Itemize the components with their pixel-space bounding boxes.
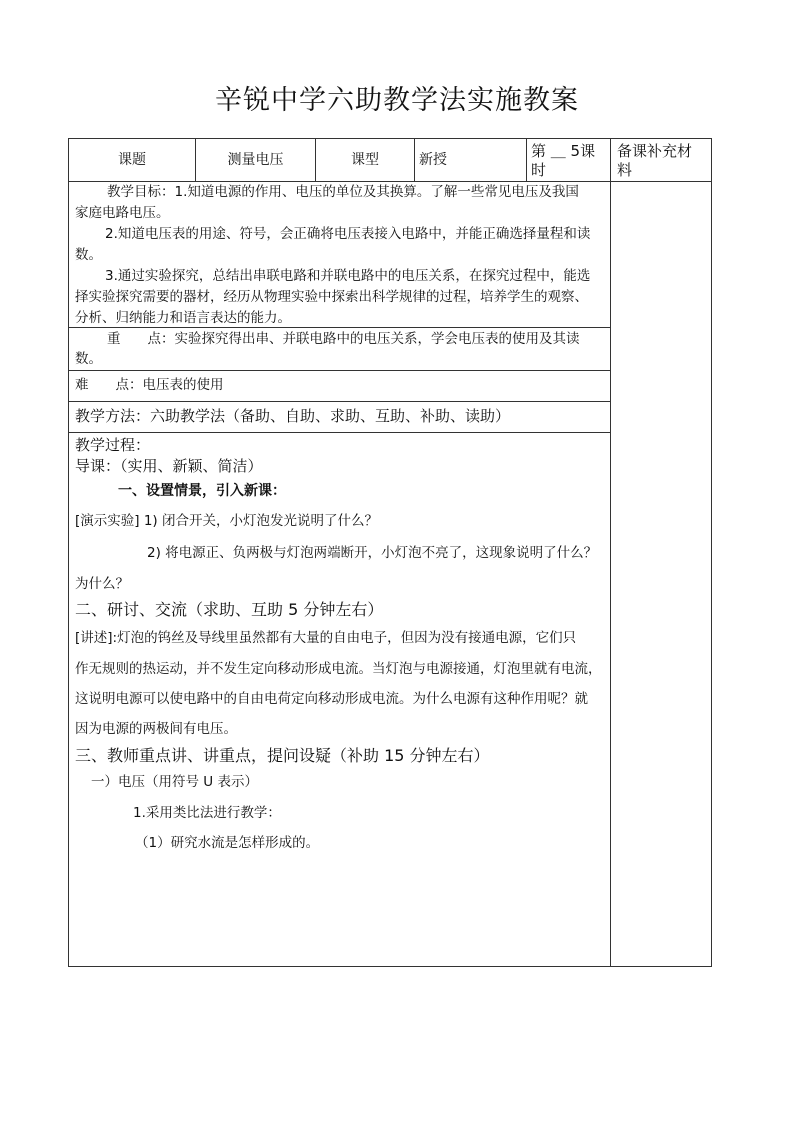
keypoints-divider	[69, 370, 610, 371]
objectives-line: 择实验探究需要的器材，经历从物理实验中探索出科学规律的过程，培养学生的观察、	[75, 289, 588, 305]
demo-text: 2) 将电源正、负两极与灯泡两端断开，小灯泡不亮了，这现象说明了什么？	[147, 545, 598, 561]
difficulty-divider	[69, 401, 610, 402]
section-heading: 二、研讨、交流（求助、互助 5 分钟左右）	[75, 600, 384, 619]
page-title: 辛锐中学六助教学法实施教案	[215, 85, 579, 116]
subsection-text: （1）研究水流是怎样形成的。	[135, 835, 320, 851]
method-divider	[69, 432, 610, 433]
topic-value: 测量电压	[227, 152, 284, 168]
objectives-line: 3.通过实验探究，总结出串联电路和并联电路中的电压关系，在探究过程中，能选	[105, 268, 591, 284]
header-divider-3	[414, 139, 415, 181]
lecture-text: 作无规则的热运动，并不发生定向移动形成电流。当灯泡与电源接通，灯泡里就有电流，	[75, 661, 602, 677]
process-intro: 导课：（实用、新颖、简洁）	[75, 457, 263, 475]
type-label: 课型	[351, 152, 379, 168]
key-points-line: 数。	[75, 351, 102, 367]
objectives-line: 教学目标：1.知道电源的作用、电压的单位及其换算。了解一些常见电压及我国	[107, 184, 579, 200]
objectives-line: 数。	[75, 247, 102, 263]
demo-text: [演示实验] 1) 闭合开关，小灯泡发光说明了什么？	[75, 513, 378, 529]
demo-text: 为什么？	[75, 576, 129, 592]
objectives-line: 分析、归纳能力和语言表达的能力。	[75, 310, 291, 326]
subsection-heading: 一）电压（用符号 U 表示）	[91, 774, 258, 790]
supplement-column-divider	[610, 139, 611, 966]
teaching-method-text: 教学方法：六助教学法（备助、自助、求助、互助、补助、读助）	[75, 407, 511, 425]
section-heading: 一、设置情景，引入新课：	[118, 483, 286, 499]
section-heading: 三、教师重点讲、讲重点，提问设疑（补助 15 分钟左右）	[75, 746, 490, 765]
objectives-line: 家庭电路电压。	[75, 205, 170, 221]
lesson-number-line1: 第 ＿ 5课	[531, 142, 596, 160]
process-heading: 教学过程：	[75, 436, 151, 454]
supplement-label-line1: 备课补充材	[617, 142, 693, 160]
lesson-plan-table	[68, 138, 712, 967]
lecture-text: 因为电源的两极间有电压。	[75, 721, 237, 737]
difficulty-text: 难 点：电压表的使用	[75, 377, 224, 393]
header-divider-4	[526, 139, 527, 181]
type-value: 新授	[419, 152, 447, 168]
supplement-label-line2: 料	[617, 161, 633, 179]
lesson-number-line2: 时	[531, 161, 547, 179]
lecture-text: [讲述]:灯泡的钨丝及导线里虽然都有大量的自由电子，但因为没有接通电源，它们只	[75, 630, 577, 646]
key-points-line: 重 点：实验探究得出串、并联电路中的电压关系，学会电压表的使用及其读	[107, 331, 580, 347]
objectives-line: 2.知道电压表的用途、符号，会正确将电压表接入电路中，并能正确选择量程和读	[105, 226, 591, 242]
topic-label: 课题	[118, 152, 146, 168]
lecture-text: 这说明电源可以使电路中的自由电荷定向移动形成电流。为什么电源有这种作用呢？就	[75, 691, 588, 707]
subsection-text: 1.采用类比法进行教学：	[133, 805, 281, 821]
